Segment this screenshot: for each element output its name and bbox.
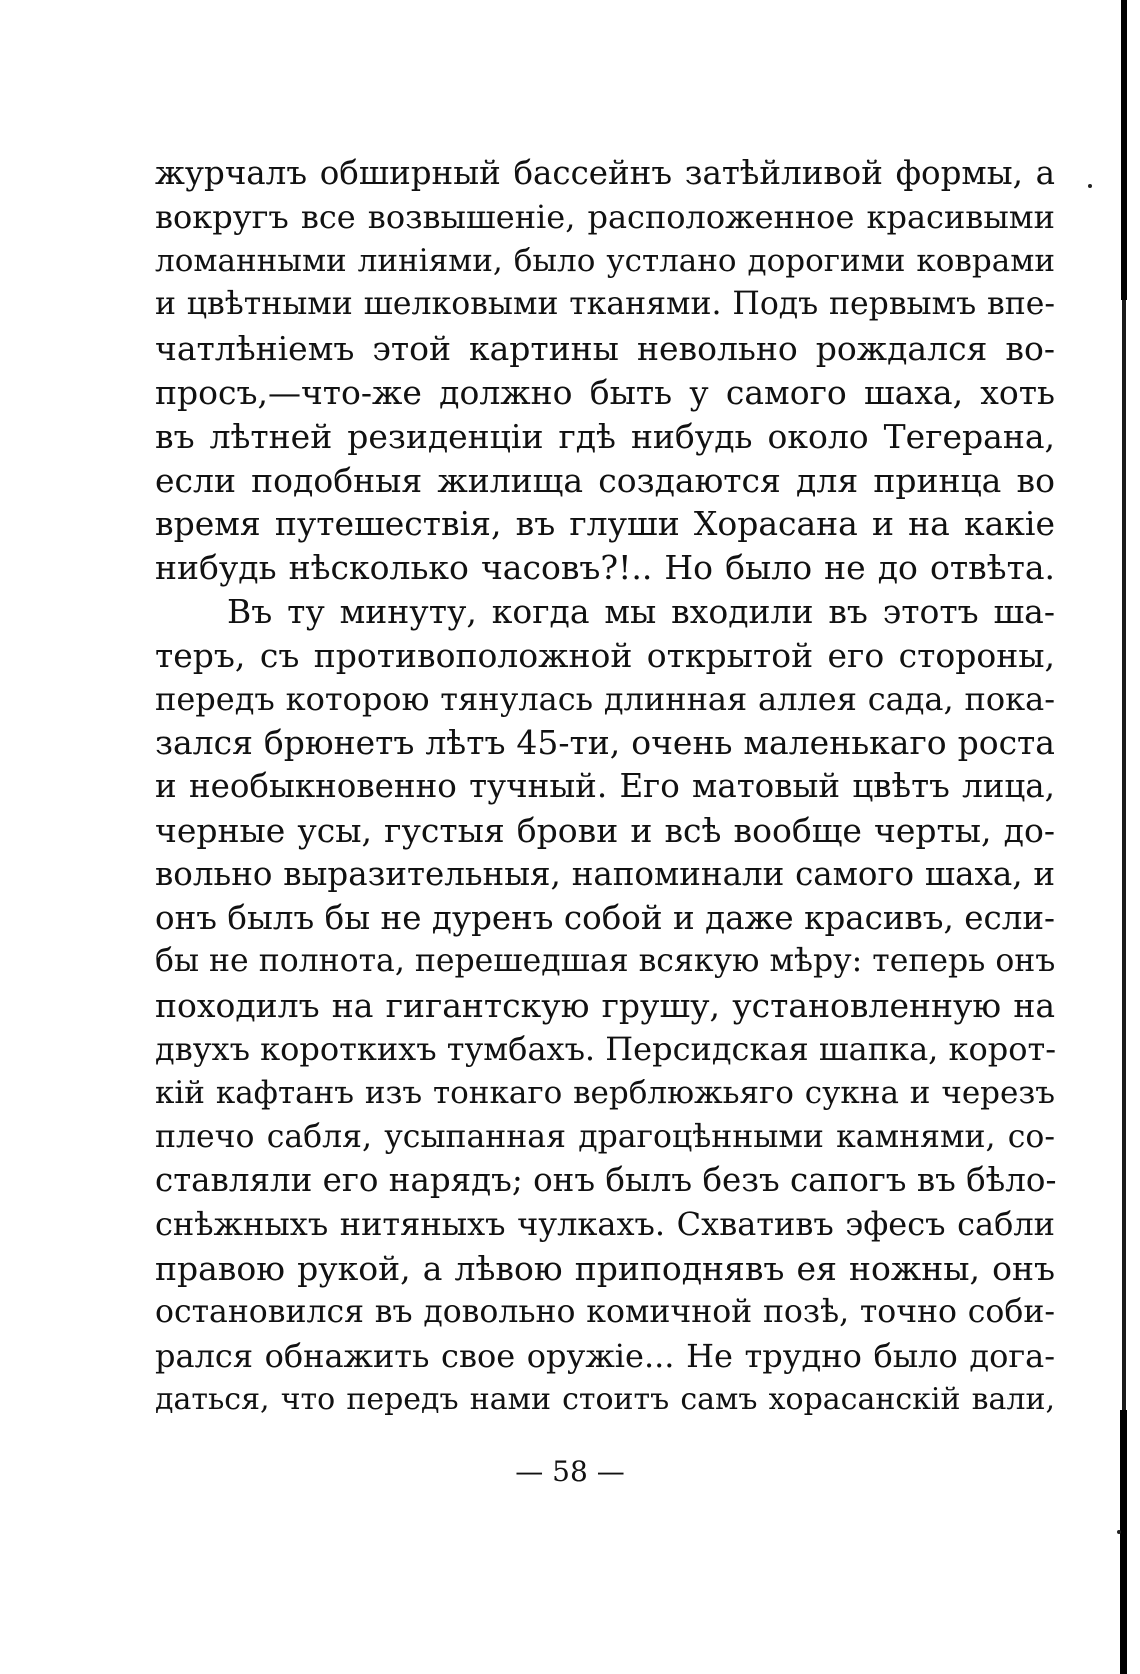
text-line: рался обнажить свое оружiе... Не трудно было дога- (155, 1336, 1055, 1375)
page-edge-shadow (1121, 0, 1127, 300)
page-number: — 58 — (515, 1455, 625, 1488)
text-line: журчалъ обширный бассейнъ затѣйливой формы, а (155, 154, 1055, 192)
text-line: теръ, съ противоположной открытой его стороны, (155, 635, 1055, 675)
body-text (155, 152, 1055, 1422)
text-line: просъ,—что-же должно быть у самого шаха, хоть (155, 372, 1055, 412)
text-line: въ лѣтней резиденцiи гдѣ нибудь около Тегерана, (155, 416, 1055, 456)
text-line: бы не полнота, перешедшая всякую мѣру: теперь онъ (155, 943, 1056, 980)
text-line: правою рукой, а лѣвою приподнявъ ея ножны, онъ (155, 1248, 1055, 1288)
text-line: даться, что передъ нами стоитъ самъ хорасанскiй вали, (155, 1382, 1055, 1418)
text-line: время путешествiя, въ глуши Хорасана и на какiе (155, 504, 1055, 544)
text-line: если подобныя жилища создаются для принца во (155, 460, 1055, 500)
text-line: двухъ короткихъ тумбахъ. Персидская шапка, корот- (155, 1029, 1057, 1068)
text-line: вольно выразительныя, напоминали самого шаха, и (155, 854, 1055, 893)
text-line: и цвѣтными шелковыми тканями. Подъ первымъ впе- (155, 286, 1055, 323)
text-line: кiй кафтанъ изъ тонкаго верблюжьяго сукна и черезъ (155, 1074, 1055, 1111)
text-line: остановился въ довольно комичной позѣ, точно соби- (155, 1293, 1055, 1330)
text-line: снѣжныхъ нитяныхъ чулкахъ. Схвативъ эфесъ сабли (155, 1205, 1055, 1244)
page-edge-shadow (1122, 300, 1126, 1410)
text-line: зался брюнетъ лѣтъ 45-ти, очень маленькаго роста (155, 723, 1055, 763)
scan-speck (1117, 1530, 1121, 1534)
text-line: ломанными линiями, было устлано дорогими коврами (155, 242, 1055, 279)
text-line: нибудь нѣсколько часовъ?!.. Но было не до отвѣта. (155, 548, 1055, 588)
paragraph-start-line: Въ ту минуту, когда мы входили въ этотъ ша- (227, 591, 1055, 631)
text-line: чатлѣнiемъ этой картины невольно рождался во- (155, 329, 1055, 369)
page-edge-shadow (1120, 1410, 1127, 1674)
scan-speck (1088, 184, 1092, 188)
text-line: и необыкновенно тучный. Его матовый цвѣтъ лица, (155, 767, 1055, 806)
text-line: плечо сабля, усыпанная драгоцѣнными камнями, со- (155, 1118, 1055, 1155)
text-line: передъ которою тянулась длинная аллея сада, пока- (155, 679, 1055, 718)
text-line: онъ былъ бы не дуренъ собой и даже красивъ, если- (155, 898, 1055, 937)
text-line: черные усы, густыя брови и всѣ вообще черты, до- (155, 810, 1055, 850)
text-line: походилъ на гигантскую грушу, установленную на (155, 986, 1055, 1026)
text-line: вокругъ все возвышенiе, расположенное красивыми (155, 197, 1055, 236)
text-line: ставляли его нарядъ; онъ былъ безъ сапогъ въ бѣло- (155, 1161, 1057, 1200)
